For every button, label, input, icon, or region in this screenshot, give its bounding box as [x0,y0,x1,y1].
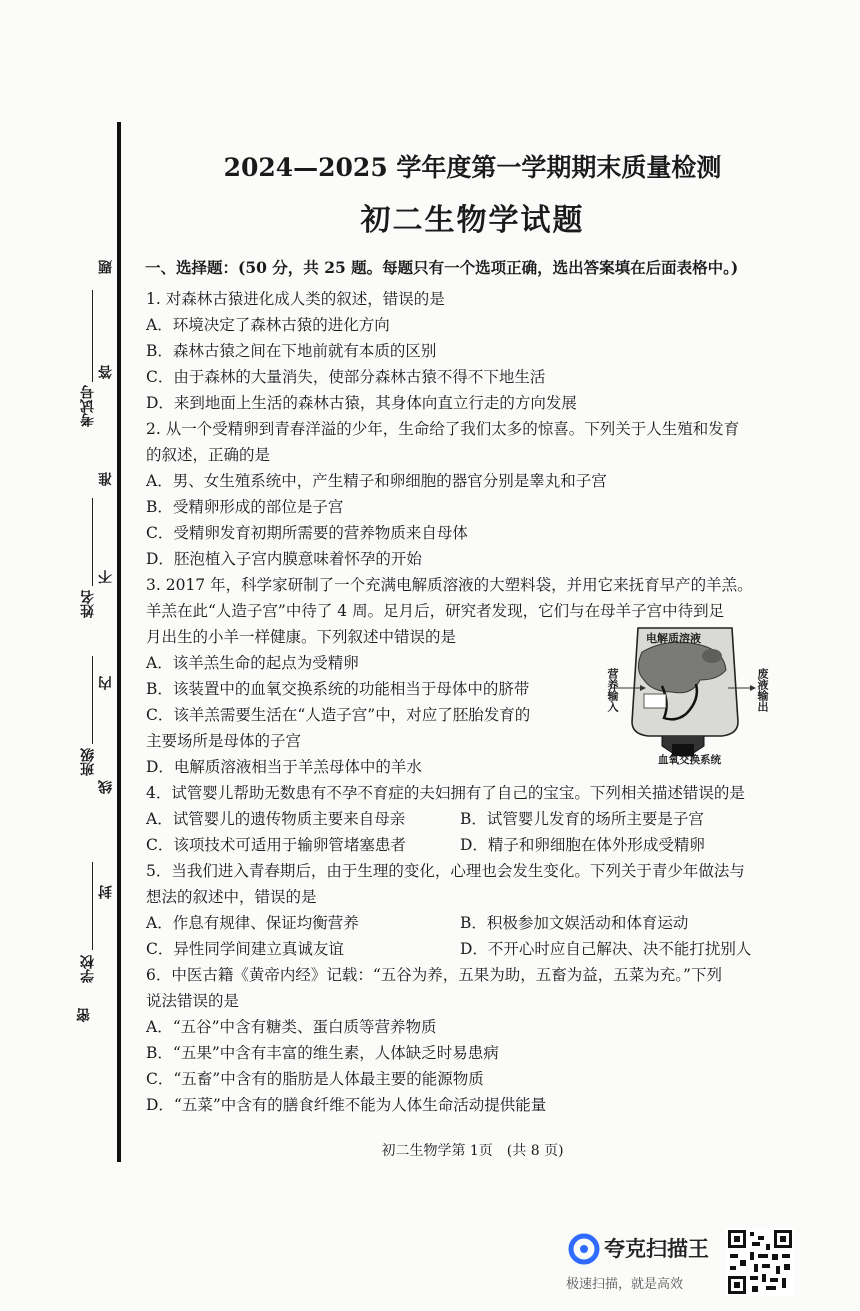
option-a: A．环境决定了森林古猿的进化方向 [146,316,390,334]
option-d: D．来到地面上生活的森林古猿，其身体向直立行走的方向发展 [146,394,577,412]
scanner-brand-name: 夸克扫描王 [604,1237,709,1261]
option-a: A．试管婴儿的遗传物质主要来自母亲 [146,810,406,828]
option-b: B．该装置中的血氧交换系统的功能相当于母体中的脐带 [146,680,530,698]
question-stem: 3. 2017 年，科学家研制了一个充满电解质溶液的大塑料袋，并用它来抚育早产的羊羔。 [146,576,753,594]
option-c: C．受精卵发育初期所需要的营养物质来自母体 [146,524,468,542]
option-a: A．男、女生殖系统中，产生精子和卵细胞的器官分别是睾丸和子宫 [146,472,607,490]
page-footer: 初二生物学第 1页 (共 8 页) [381,1143,564,1159]
question-stem: 的叙述，正确的是 [146,446,271,464]
seal-char: 题 [98,260,114,274]
figure-label-bottom: 血氧交换系统 [658,754,721,766]
question-stem: 月出生的小羊一样健康。下列叙述中错误的是 [146,628,457,646]
option-b: B．森林古猿之间在下地前就有本质的区别 [146,342,437,360]
option-b: B．试管婴儿发育的场所主要是子宫 [460,810,704,828]
school-label: 学校 [80,955,96,983]
question-stem: 1. 对森林古猿进化成人类的叙述，错误的是 [146,290,445,308]
scanner-watermark [562,1227,722,1297]
question-stem: 4．试管婴儿帮助无数患有不孕不育症的夫妇拥有了自己的宝宝。下列相关描述错误的是 [146,784,745,802]
question-stem: 羊羔在此“人造子宫”中待了 4 周。足月后，研究者发现，它们与在母羊子宫中待到足 [146,602,725,620]
option-c: C．该羊羔需要生活在“人造子宫”中，对应了胚胎发育的 [146,706,531,724]
question-stem: 2. 从一个受精卵到青春洋溢的少年，生命给了我们太多的惊喜。下列关于人生殖和发育 [146,420,740,438]
class-label: 班级 [80,748,96,776]
seal-char: 密 [76,1008,92,1022]
exam-number-underline [92,290,93,382]
exam-number-label: 考试号 [80,385,96,427]
question-stem: 6．中医古籍《黄帝内经》记载：“五谷为养，五果为助，五畜为益，五菜为充。”下列 [146,966,722,984]
binding-line [117,122,121,1162]
exam-title: 2024—2025 学年度第一学期期末质量检测 [223,153,722,182]
school-underline [92,862,93,950]
option-c: C．异性同学间建立真诚友谊 [146,940,344,958]
option-b: B．“五果”中含有丰富的维生素，人体缺乏时易患病 [146,1044,499,1062]
figure-label-left: 营养输入 [606,668,619,712]
qr-code [726,1228,794,1296]
seal-char: 线 [98,780,114,794]
option-c: C．该项技术可适用于输卵管堵塞患者 [146,836,406,854]
figure-label-right: 废液输出 [756,668,769,712]
option-a: A．作息有规律、保证均衡营养 [146,914,359,932]
option-d: D．精子和卵细胞在体外形成受精卵 [460,836,705,854]
section-heading: 一、选择题：(50 分，共 25 题。每题只有一个选项正确，选出答案填在后面表格中。) [145,258,739,277]
seal-char: 准 [98,472,114,486]
seal-char: 答 [98,365,114,379]
seal-char: 不 [98,570,114,584]
seal-char: 封 [98,885,114,899]
option-c: C．由于森林的大量消失，使部分森林古猿不得不下地生活 [146,368,546,386]
class-underline [92,656,93,744]
name-underline [92,498,93,586]
figure-label-top: 电解质溶液 [646,632,701,645]
option-d: D．电解质溶液相当于羊羔母体中的羊水 [146,758,422,776]
exam-subtitle: 初二生物学试题 [360,203,585,238]
option-a: A．该羊羔生命的起点为受精卵 [146,654,359,672]
option-b: B．受精卵形成的部位是子宫 [146,498,344,516]
scanner-slogan: 极速扫描，就是高效 [566,1277,684,1292]
seal-char: 内 [98,676,114,690]
option-c: C．“五畜”中含有的脂肪是人体最主要的能源物质 [146,1070,484,1088]
option-d: D．胚泡植入子宫内膜意味着怀孕的开始 [146,550,422,568]
option-a: A．“五谷”中含有糖类、蛋白质等营养物质 [146,1018,437,1036]
option-c-continued: 主要场所是母体的子宫 [146,732,302,750]
option-d: D．“五菜”中含有的膳食纤维不能为人体生命活动提供能量 [146,1096,547,1114]
name-label: 姓名 [80,590,96,618]
option-b: B．积极参加文娱活动和体育运动 [460,914,689,932]
artificial-womb-figure [600,622,770,768]
option-d: D．不开心时应自己解决、决不能打扰别人 [460,940,752,958]
question-stem: 说法错误的是 [146,992,240,1010]
scanner-logo-icon [568,1233,600,1265]
qr-code-icon [726,1228,794,1296]
question-stem: 5．当我们进入青春期后，由于生理的变化，心理也会发生变化。下列关于青少年做法与 [146,862,745,880]
question-stem: 想法的叙述中，错误的是 [146,888,317,906]
